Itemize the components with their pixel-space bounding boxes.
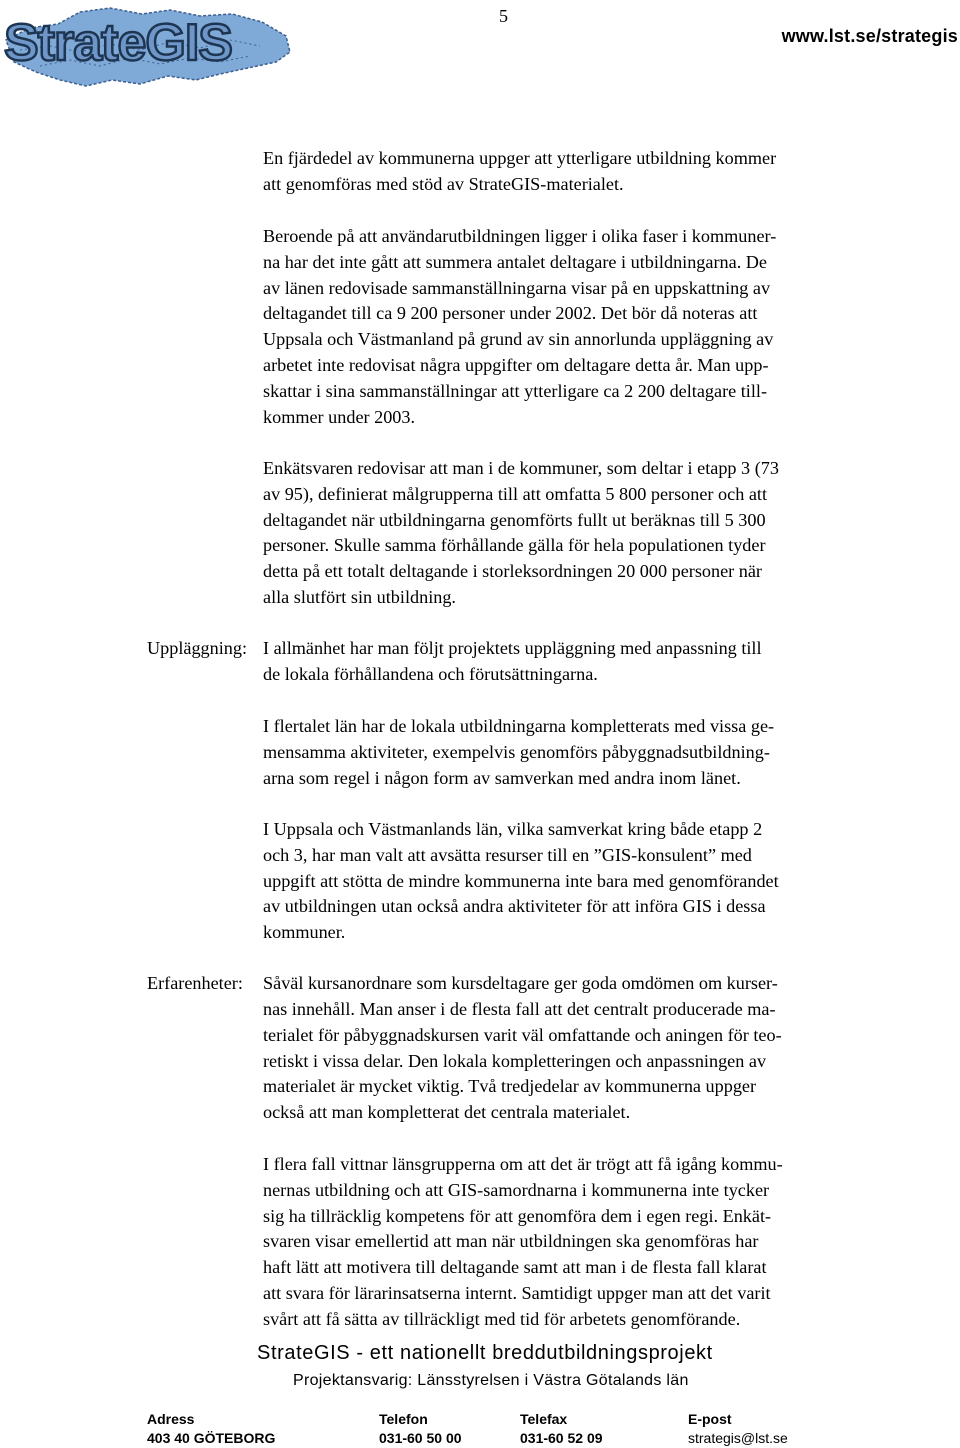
text-line: I flertalet län har de lokala utbildningarna kompletterats med vissa ge-: [263, 716, 775, 736]
text-line: Uppsala och Västmanland på grund av sin annorlunda uppläggning av: [263, 329, 774, 350]
text-line: svårt att få sätta av tillräckligt med tid för arbetets genomförande.: [263, 1308, 741, 1329]
text-line: terialet för påbyggnadskursen varit väl omfattande och aningen för teo-: [263, 1024, 782, 1045]
contact-value: 031-60 50 00: [379, 1430, 462, 1446]
contact-value: 403 40 GÖTEBORG: [147, 1430, 276, 1446]
section-label-erfarenheter: Erfarenheter:: [147, 973, 243, 993]
contact-heading: Adress: [147, 1411, 195, 1427]
text-line: av utbildningen utan också andra aktiviteter för att införa GIS i dessa: [263, 896, 766, 917]
text-line: na har det inte gått att summera antalet deltagare i utbildningarna. De: [263, 251, 768, 272]
paragraph-5: [263, 714, 903, 791]
contact-value: 031-60 52 09: [520, 1430, 603, 1446]
paragraph-7: [263, 997, 903, 1126]
strategis-logo: [0, 0, 292, 92]
paragraph-1: [263, 146, 903, 198]
contact-fax: [520, 1410, 603, 1448]
text-line: deltagandet när utbildningarna genomförts fullt ut beräknas till 5 300: [263, 509, 766, 530]
text-line: deltagandet till ca 9 200 personer under 2002. Det bör då noteras att: [263, 303, 758, 324]
logo-text: StrateGIS: [4, 14, 232, 72]
text-line: sig ha tillräcklig kompetens för att genomföra dem i egen regi. Enkät-: [263, 1205, 772, 1226]
text-line: personer. Skulle samma förhållande gälla för hela populationen tyder: [263, 535, 766, 556]
contact-email: [688, 1410, 788, 1448]
text-line: Beroende på att användarutbildningen ligger i olika faser i kommuner-: [263, 226, 777, 246]
text-line: kommuner.: [263, 922, 346, 943]
text-line: skattar i sina sammanställningar att ytterligare ca 2 200 deltagare till-: [263, 380, 768, 401]
page-number: 5: [499, 6, 508, 26]
footer-title: StrateGIS - ett nationellt breddutbildningsprojekt: [257, 1342, 713, 1364]
text-line: Såväl kursanordnare som kursdeltagare ger goda omdömen om kurser-: [263, 973, 778, 993]
paragraph-4: [263, 662, 903, 688]
text-line: detta på ett totalt deltagande i storleksordningen 20 000 personer när: [263, 561, 762, 582]
site-url: www.lst.se/strategis: [781, 26, 958, 46]
contact-email-link[interactable]: strategis@lst.se: [688, 1430, 788, 1446]
text-line: nas innehåll. Man anser i de flesta fall att det centralt producerade ma-: [263, 999, 776, 1019]
text-line: svaren visar emellertid att man när utbildningen ska genomföras har: [263, 1231, 759, 1252]
text-line: mensamma aktiviteter, exempelvis genomförs påbyggnadsutbildning-: [263, 741, 770, 762]
text-line: retiskt i vissa delar. Den lokala kompletteringen och anpassningen av: [263, 1050, 767, 1071]
text-line: också att man kompletterat det centrala materialet.: [263, 1102, 631, 1123]
text-line: materialet är mycket viktig. Två tredjedelar av kommunerna uppger: [263, 1076, 757, 1097]
text-line: haft lätt att motivera till deltagande samt att man i de flesta fall klarat: [263, 1257, 767, 1278]
text-line: alla slutfört sin utbildning.: [263, 586, 456, 607]
text-line: Enkätsvaren redovisar att man i de kommuner, som deltar i etapp 3 (73: [263, 458, 779, 478]
paragraph-6: [263, 817, 903, 946]
text-line: av 95), definierat målgrupperna till att omfatta 5 800 personer och att: [263, 483, 768, 504]
text-line: I Uppsala och Västmanlands län, vilka samverkat kring både etapp 2: [263, 819, 763, 839]
contact-heading: Telefon: [379, 1411, 428, 1427]
contact-phone: [379, 1410, 462, 1448]
text-line: I flera fall vittnar länsgrupperna om att det är trögt att få igång kommu-: [263, 1154, 783, 1174]
text-line: de lokala förhållandena och förutsättningarna.: [263, 664, 598, 684]
paragraph-8: [263, 1152, 903, 1333]
text-line: att genomföras med stöd av StrateGIS-materialet.: [263, 173, 624, 194]
text-line: arna som regel i någon form av samverkan med andra inom länet.: [263, 767, 741, 788]
text-line: uppgift att stötta de mindre kommunerna inte bara med genomförandet: [263, 870, 779, 891]
footer-subtitle: Projektansvarig: Länsstyrelsen i Västra Götalands län: [293, 1372, 689, 1389]
paragraph-2: [263, 224, 903, 430]
text-line: att svara för lärarinsatserna internt. Samtidigt uppger man att det varit: [263, 1282, 771, 1303]
text-line: arbetet inte redovisat några uppgifter om deltagare detta år. Man upp-: [263, 354, 769, 375]
text-line: nernas utbildning och att GIS-samordnarna i kommunerna inte tycker: [263, 1179, 770, 1200]
contact-address: [147, 1410, 275, 1448]
contact-heading: E-post: [688, 1411, 732, 1427]
text-line: av länen redovisade sammanställningarna visar på en uppskattning av: [263, 277, 771, 298]
contact-heading: Telefax: [520, 1411, 568, 1427]
text-line: kommer under 2003.: [263, 406, 416, 427]
text-line: En fjärdedel av kommunerna uppger att ytterligare utbildning kommer: [263, 148, 777, 168]
text-line: I allmänhet har man följt projektets uppläggning med anpassning till: [263, 638, 762, 658]
paragraph-3: [263, 456, 903, 611]
text-line: och 3, har man valt att avsätta resurser till en ”GIS-konsulent” med: [263, 844, 752, 865]
section-label-upplaggning: Uppläggning:: [147, 638, 248, 658]
